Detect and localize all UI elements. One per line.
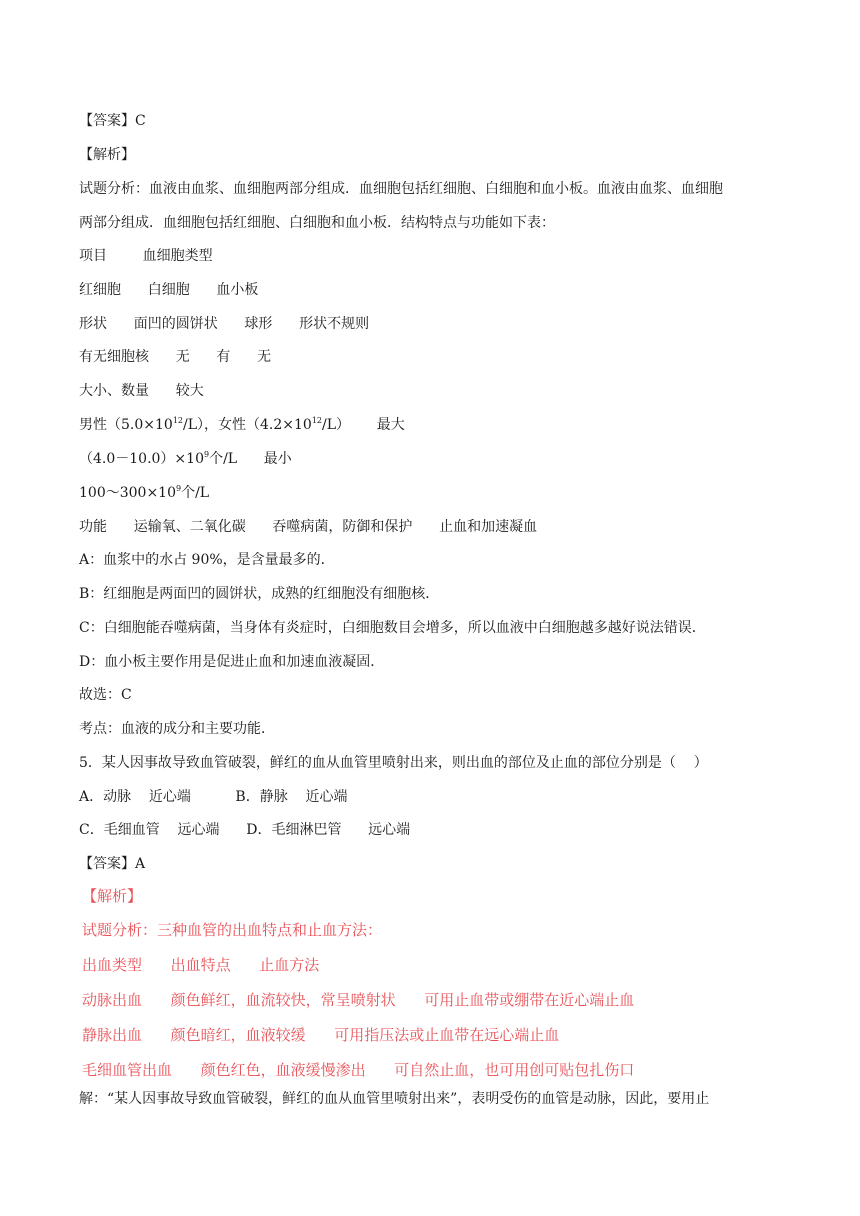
choice-line: 故选：C [79, 687, 132, 703]
table-line: 形状 面凹的圆饼状 球形 形状不规则 [79, 316, 370, 332]
answer-label: 【答案】C [79, 113, 146, 129]
table-line: 大小、数量 较大 [79, 383, 204, 399]
table-line-platelet-count: $100\sim 300\times 10^9$个/L [79, 484, 210, 501]
table-line-wbc-count: $(4.0-10.0)\times 10^9$个/L 最小 [79, 450, 292, 467]
analysis-heading: 【解析】 [79, 147, 135, 163]
option-explanation: C：白细胞能吞噬病菌，当身体有炎症时，白细胞数目会增多，所以血液中白细胞越多越好说法错误． [79, 620, 706, 636]
red-analysis-heading: 【解析】 [82, 887, 143, 905]
analysis-text: 两部分组成．血细胞包括红细胞、白细胞和血小板．结构特点与功能如下表： [79, 215, 555, 231]
question-5-options: C．毛细血管 远心端 D．毛细淋巴管 远心端 [79, 822, 411, 838]
red-table-row-artery: 动脉出血 颜色鲜红，血流较快，常呈喷射状 可用止血带或绷带在近心端止血 [82, 991, 635, 1009]
option-explanation: D：血小板主要作用是促进止血和加速血液凝固． [79, 654, 385, 670]
question-5: 5．某人因事故导致血管破裂，鲜红的血从血管里喷射出来，则出血的部位及止血的部位分别是（ ） [79, 755, 708, 771]
option-explanation: A：血浆中的水占 90%，是含量最多的． [79, 552, 335, 568]
table-line: 功能 运输氧、二氧化碳 吞噬病菌，防御和保护 止血和加速凝血 [79, 519, 538, 535]
table-line-rbc-count: 男性$(5.0\times 10^{12}/L)$，女性$(4.2\times 10^{12}/L)$ 最大 [79, 416, 405, 433]
table-line: 项目 血细胞类型 [79, 248, 213, 264]
red-table-row-vein: 静脉出血 颜色暗红，血液较缓 可用指压法或止血带在远心端止血 [82, 1026, 560, 1044]
solution-text: 解：“某人因事故导致血管破裂，鲜红的血从血管里喷射出来”，表明受伤的血管是动脉，因此，要用止 [79, 1091, 710, 1107]
red-table-header: 出血类型 出血特点 止血方法 [82, 956, 320, 974]
table-line: 有无细胞核 无 有 无 [79, 349, 272, 365]
red-analysis-text: 试题分析：三种血管的出血特点和止血方法： [82, 921, 383, 939]
analysis-text: 试题分析：血液由血浆、血细胞两部分组成．血细胞包括红细胞、白细胞和血小板。血液由血浆、血细胞 [79, 181, 723, 197]
answer-label: 【答案】A [79, 856, 146, 872]
red-table-row-capillary: 毛细血管出血 颜色红色，血液缓慢渗出 可自然止血，也可用创可贴包扎伤口 [82, 1061, 635, 1079]
knowledge-point: 考点：血液的成分和主要功能． [79, 721, 275, 737]
table-line: 红细胞 白细胞 血小板 [79, 282, 259, 298]
option-explanation: B：红细胞是两面凹的圆饼状，成熟的红细胞没有细胞核． [79, 586, 440, 602]
question-5-options: A．动脉 近心端 B．静脉 近心端 [79, 789, 348, 805]
